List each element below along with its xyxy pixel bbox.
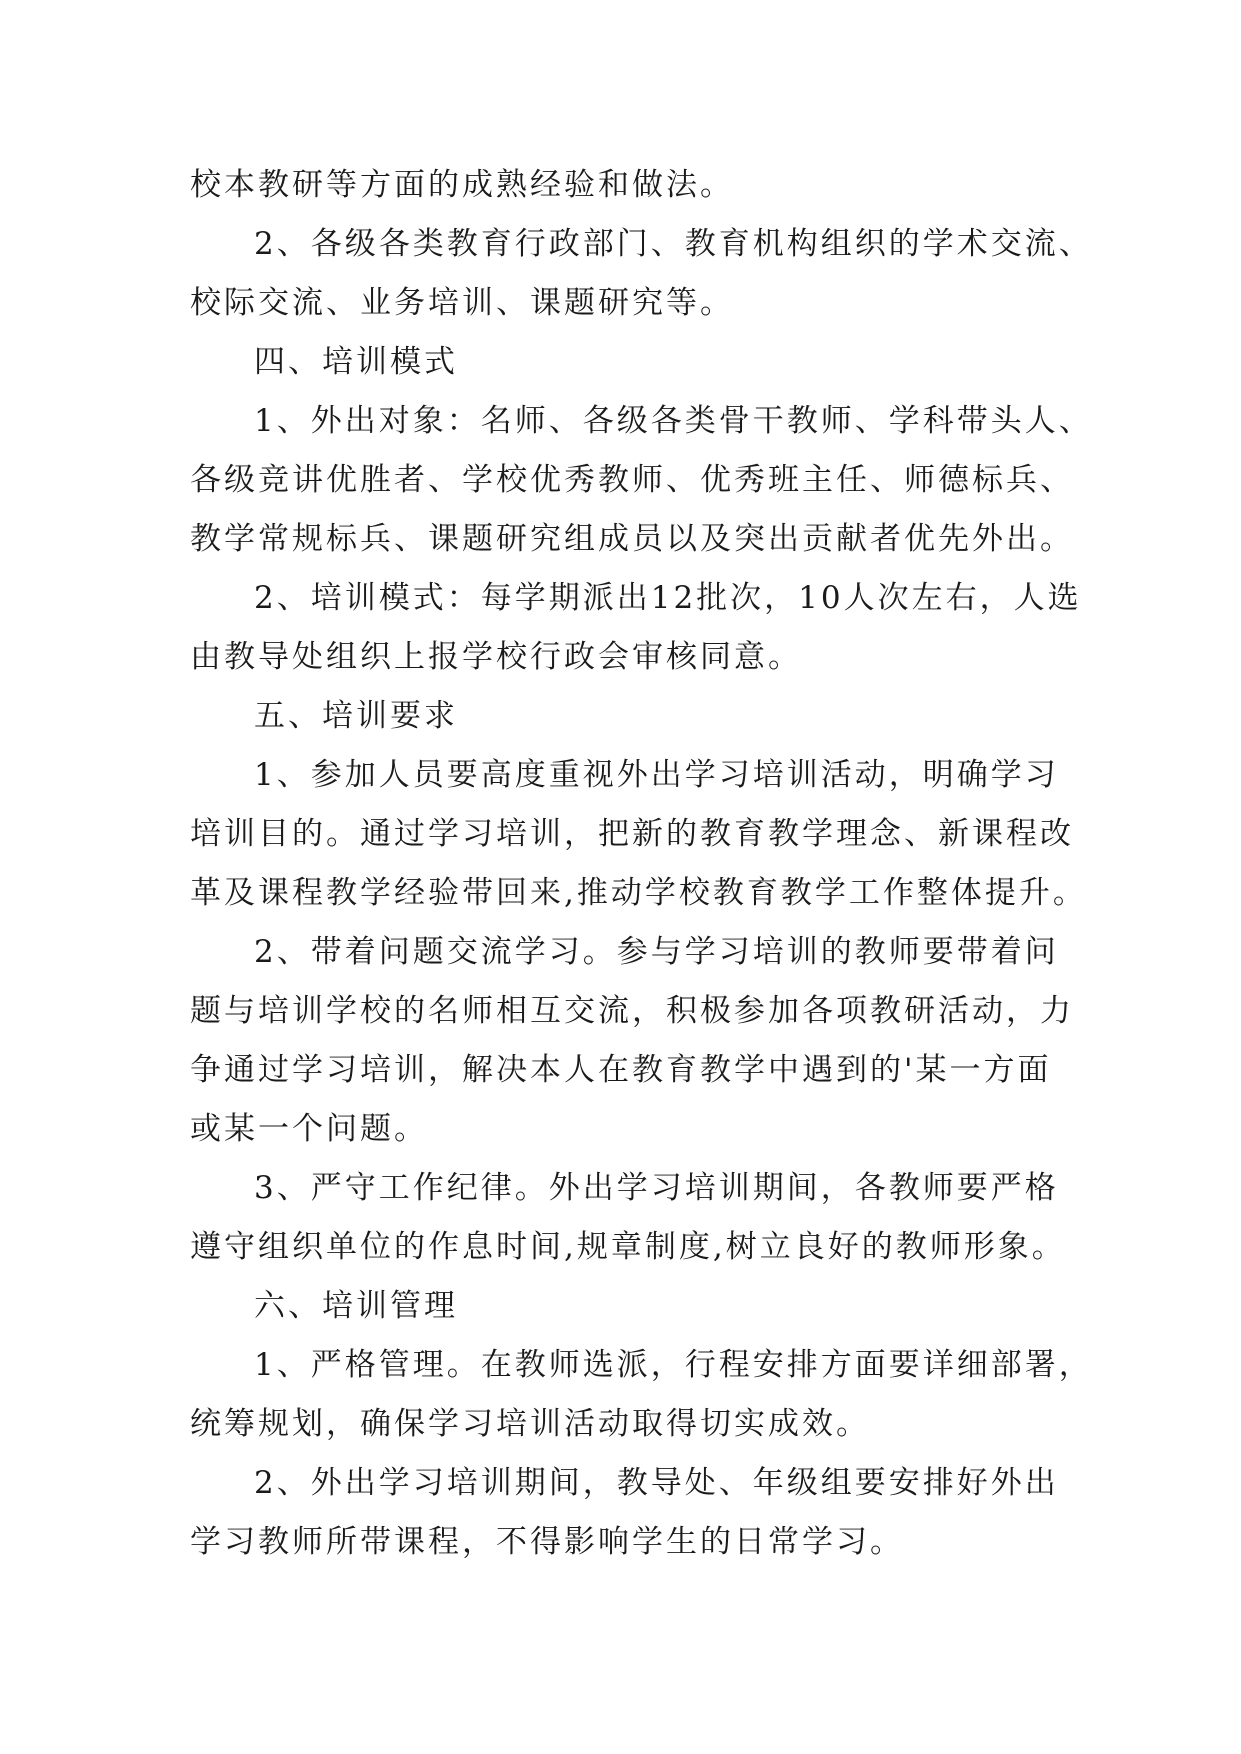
- paragraph-start-line: 1、严格管理。在教师选派，行程安排方面要详细部署，: [254, 1347, 1093, 1383]
- section-heading: 五、培训要求: [254, 698, 458, 734]
- body-line: 题与培训学校的名师相互交流，积极参加各项教研活动，力: [190, 993, 1074, 1029]
- paragraph-start-line: 2、培训模式：每学期派出12批次，10人次左右，人选: [254, 580, 1082, 616]
- document-body: [190, 156, 1093, 1572]
- paragraph-start-line: 3、严守工作纪律。外出学习培训期间，各教师要严格: [254, 1170, 1059, 1206]
- paragraph-start-line: 1、外出对象：名师、各级各类骨干教师、学科带头人、: [254, 403, 1093, 439]
- body-line: 或某一个问题。: [190, 1111, 428, 1147]
- paragraph-start-line: 1、参加人员要高度重视外出学习培训活动，明确学习: [254, 757, 1059, 793]
- body-line: 革及课程教学经验带回来,推动学校教育教学工作整体提升。: [190, 875, 1087, 911]
- body-line: 由教导处组织上报学校行政会审核同意。: [190, 639, 802, 675]
- body-line: 学习教师所带课程，不得影响学生的日常学习。: [190, 1524, 904, 1560]
- section-heading: 四、培训模式: [254, 344, 458, 380]
- body-line: 统筹规划，确保学习培训活动取得切实成效。: [190, 1406, 870, 1442]
- section-heading: 六、培训管理: [254, 1288, 458, 1324]
- body-line: 争通过学习培训，解决本人在教育教学中遇到的'某一方面: [190, 1052, 1052, 1088]
- paragraph-start-line: 2、带着问题交流学习。参与学习培训的教师要带着问: [254, 934, 1059, 970]
- body-line: 各级竞讲优胜者、学校优秀教师、优秀班主任、师德标兵、: [190, 462, 1074, 498]
- body-line: 校本教研等方面的成熟经验和做法。: [190, 167, 734, 203]
- body-line: 培训目的。通过学习培训，把新的教育教学理念、新课程改: [190, 816, 1074, 852]
- body-line: 遵守组织单位的作息时间,规章制度,树立良好的教师形象。: [190, 1229, 1066, 1265]
- paragraph-start-line: 2、外出学习培训期间，教导处、年级组要安排好外出: [254, 1465, 1059, 1501]
- body-line: 校际交流、业务培训、课题研究等。: [190, 285, 734, 321]
- body-line: 教学常规标兵、课题研究组成员以及突出贡献者优先外出。: [190, 521, 1074, 557]
- paragraph-start-line: 2、各级各类教育行政部门、教育机构组织的学术交流、: [254, 226, 1093, 262]
